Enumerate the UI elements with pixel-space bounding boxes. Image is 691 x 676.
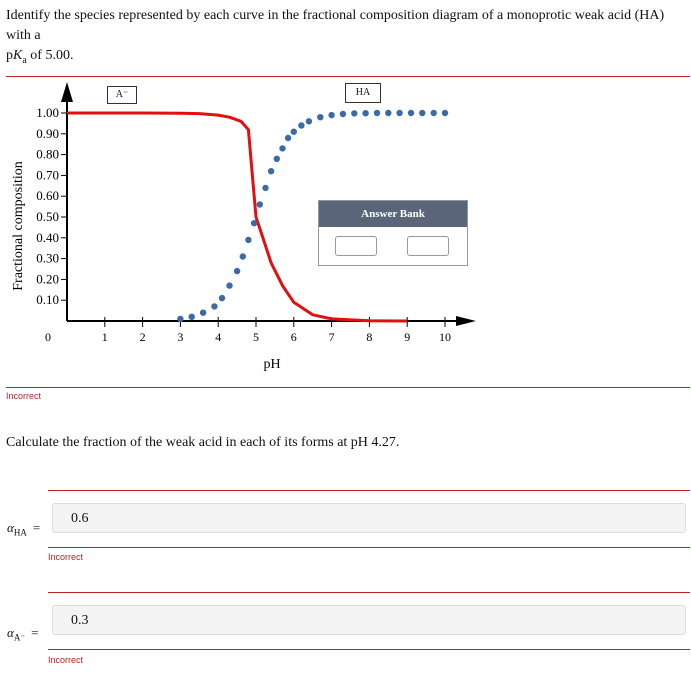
x-tick-label: 3 [177,330,184,344]
series-point-1 [200,310,206,316]
answer-a-feedback: Incorrect [48,655,84,665]
x-tick-label: 10 [439,330,451,344]
series-point-1 [189,314,195,320]
series-point-1 [268,168,274,174]
alpha-a-label: $\alpha_{A^-}$ = [7,625,39,643]
answer-bank-title: Answer Bank [319,201,467,227]
x-tick-label: 8 [366,330,373,344]
y-tick-label: 0.60 [36,188,59,204]
series-point-1 [274,156,280,162]
series-point-1 [240,253,246,259]
x-axis-arrow [456,316,476,326]
series-point-1 [431,110,437,116]
series-point-1 [340,111,346,117]
series-point-1 [219,295,225,301]
x-tick-label: 0 [45,330,51,344]
y-tick-label: 0.90 [36,125,59,141]
series-point-1 [291,129,297,135]
series-point-1 [306,118,312,124]
answer-bank-slot-2[interactable] [407,236,449,256]
series-point-1 [362,110,368,116]
series-point-1 [257,201,263,207]
series-point-1 [177,316,183,322]
y-tick-label: 0.80 [36,146,59,162]
drop-target-right[interactable]: HA [345,83,381,103]
series-point-1 [262,185,268,191]
y-tick-label: 0.20 [36,271,59,287]
answer-bank [318,200,468,266]
answer-ha-feedback: Incorrect [48,552,84,562]
x-tick-label: 9 [404,330,411,344]
series-point-1 [419,110,425,116]
pka-value: of 5.00. [26,48,74,63]
series-point-1 [374,110,380,116]
chart-feedback: Incorrect [6,391,42,401]
pka-k: K [13,48,23,63]
alpha-ha-label: $\alpha_{HA}$ = [7,520,41,538]
y-axis-arrow [61,82,73,102]
x-tick-label: 1 [101,330,108,344]
series-point-1 [211,303,217,309]
pka-sub: a [22,54,27,66]
alpha-a-input[interactable]: 0.3 [52,605,686,635]
answer-bank-slot-1[interactable] [335,236,377,256]
y-tick-label: 0.70 [36,167,59,183]
alpha-ha-input[interactable]: 0.6 [52,503,686,533]
drop-target-left[interactable]: A⁻ [107,86,137,104]
series-point-1 [385,110,391,116]
y-tick-label: 0.30 [36,250,59,266]
x-tick-label: 6 [290,330,297,344]
x-tick-label: 4 [215,330,222,344]
x-tick-label: 5 [253,330,259,344]
series-point-1 [351,110,357,116]
series-point-1 [298,122,304,128]
series-point-1 [442,110,448,116]
series-point-1 [279,145,285,151]
x-axis-label: pH [263,357,281,372]
series-point-1 [251,220,257,226]
series-point-1 [317,114,323,120]
series-point-1 [285,135,291,141]
series-point-1 [396,110,402,116]
y-tick-label: 0.40 [36,229,59,245]
series-point-1 [234,268,240,274]
series-point-1 [226,282,232,288]
y-axis-label: Fractional composition [11,161,26,291]
question-line-2 [6,46,686,71]
question-line-1: Identify the species represented by each curve in the fractional composition diagram of a monoprotic weak acid (HA) with a [6,8,665,43]
series-point-1 [245,237,251,243]
y-tick-label: 0.10 [36,292,59,308]
question-text [6,6,686,71]
y-tick-label: 0.50 [36,209,59,224]
pka-p: p [6,48,13,63]
x-tick-label: 2 [139,330,146,344]
x-tick-label: 7 [328,330,335,344]
series-point-1 [408,110,414,116]
y-tick-label: 1.00 [36,105,59,120]
sub-question: Calculate the fraction of the weak acid in each of its forms at pH 4.27. [6,435,400,450]
series-point-1 [328,112,334,118]
